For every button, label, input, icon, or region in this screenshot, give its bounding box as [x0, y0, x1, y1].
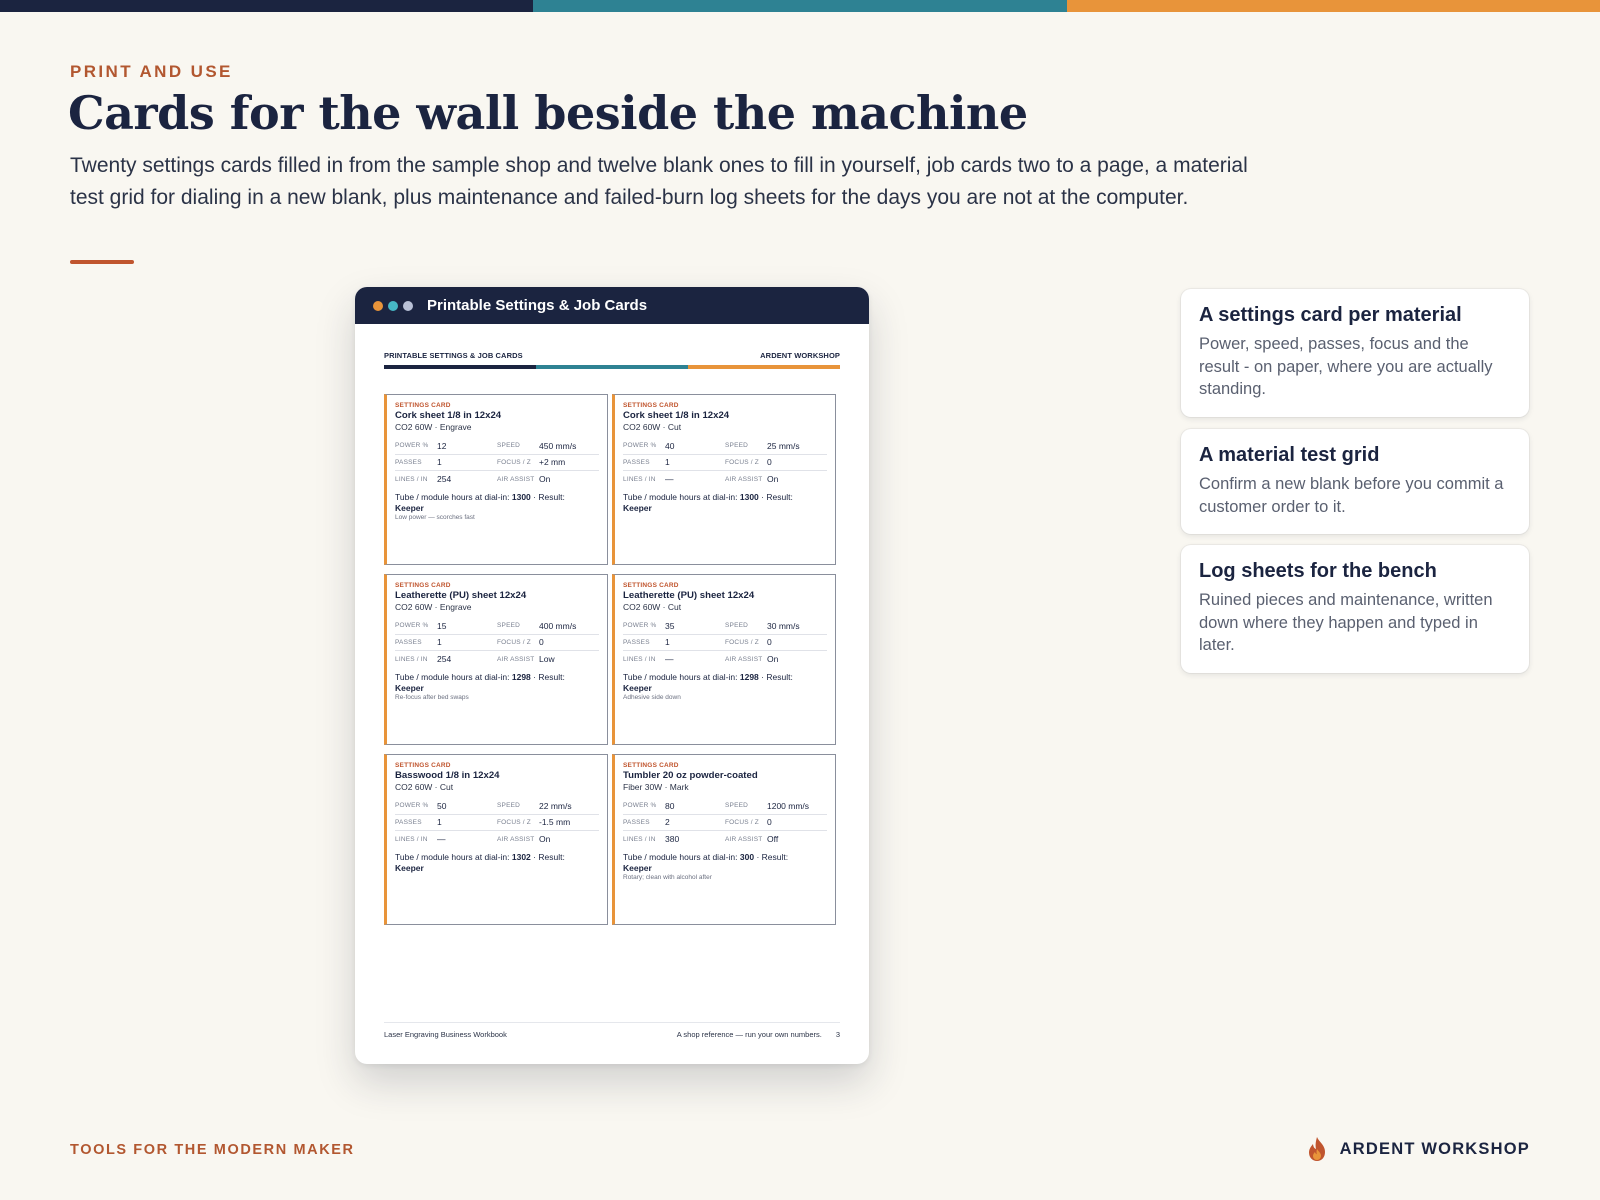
settings-cards-grid [384, 394, 840, 925]
hours-value: 1300 [739, 491, 759, 502]
speed-label: SPEED [497, 622, 521, 630]
card-kicker: SETTINGS CARD [395, 582, 451, 589]
card-subtitle: CO2 60W · Engrave [395, 422, 472, 432]
passes-label: PASSES [623, 458, 650, 466]
power-value: 40 [665, 440, 675, 451]
passes-label: PASSES [623, 818, 650, 826]
window-title: Printable Settings & Job Cards [427, 297, 648, 314]
power-label: POWER % [395, 622, 429, 630]
card-kicker: SETTINGS CARD [395, 762, 451, 769]
document-page [384, 351, 840, 881]
card-row [395, 815, 599, 832]
hours-value: 300 [739, 851, 755, 862]
focus-value: -1.5 mm [539, 817, 571, 828]
stripe-navy [0, 0, 533, 12]
window-dot-gray [403, 301, 413, 311]
focus-label: FOCUS / Z [725, 458, 759, 466]
lines-value: 254 [437, 474, 452, 485]
top-color-stripe [0, 0, 1600, 12]
card-settings-grid [395, 618, 599, 668]
footer-brand [1306, 1136, 1530, 1162]
document-footer [384, 1022, 840, 1039]
settings-card [612, 574, 836, 745]
card-row [623, 831, 827, 848]
card-dial-in [395, 672, 599, 694]
speed-value: 25 mm/s [767, 440, 800, 451]
air-assist-value: Low [539, 654, 555, 665]
hours-value: 1298 [739, 671, 759, 682]
lines-label: LINES / IN [395, 475, 428, 483]
window-dot-orange [373, 301, 383, 311]
air-assist-value: On [767, 654, 779, 665]
card-subtitle: CO2 60W · Cut [623, 602, 682, 612]
speed-label: SPEED [725, 622, 749, 630]
document-page-number: 3 [835, 1030, 840, 1039]
hours-value: 1302 [511, 851, 531, 862]
passes-label: PASSES [395, 638, 422, 646]
settings-card [384, 394, 608, 565]
card-dial-in [623, 852, 827, 874]
lines-value: 380 [665, 834, 680, 845]
result-label: · Result: [761, 671, 793, 682]
feature-title: Log sheets for the bench [1199, 560, 1437, 582]
lines-label: LINES / IN [395, 835, 428, 843]
lines-value: 254 [437, 654, 452, 665]
card-row [395, 831, 599, 848]
result-value: Keeper [623, 682, 652, 693]
card-row [623, 455, 827, 472]
card-dial-in [395, 852, 599, 874]
card-kicker: SETTINGS CARD [623, 582, 679, 589]
air-assist-value: On [767, 474, 779, 485]
card-row [395, 651, 599, 668]
card-title: Cork sheet 1/8 in 12x24 [623, 410, 730, 421]
card-settings-grid [623, 438, 827, 488]
hours-label: Tube / module hours at dial-in: [623, 851, 738, 862]
card-row [623, 438, 827, 455]
lines-label: LINES / IN [623, 655, 656, 663]
hours-label: Tube / module hours at dial-in: [395, 491, 510, 502]
lines-label: LINES / IN [623, 835, 656, 843]
result-value: Keeper [623, 502, 652, 513]
card-row [395, 798, 599, 815]
card-row [623, 798, 827, 815]
focus-value: 0 [767, 457, 772, 468]
result-label: · Result: [756, 851, 789, 862]
power-value: 15 [437, 620, 447, 631]
speed-value: 1200 mm/s [767, 800, 810, 811]
result-label: · Result: [533, 671, 565, 682]
card-subtitle: CO2 60W · Cut [395, 782, 454, 792]
settings-card [384, 754, 608, 925]
power-label: POWER % [623, 802, 657, 810]
lines-value: — [665, 654, 674, 665]
feature-title: A settings card per material [1199, 304, 1462, 326]
lines-label: LINES / IN [623, 475, 656, 483]
card-title: Basswood 1/8 in 12x24 [395, 770, 500, 781]
feature-card-settings [1181, 289, 1529, 417]
hours-value: 1298 [511, 671, 531, 682]
air-assist-label: AIR ASSIST [725, 655, 763, 663]
card-settings-grid [395, 438, 599, 488]
card-kicker: SETTINGS CARD [395, 402, 451, 409]
speed-value: 450 mm/s [539, 440, 577, 451]
air-assist-label: AIR ASSIST [497, 475, 535, 483]
focus-label: FOCUS / Z [497, 638, 531, 646]
stripe-teal [533, 0, 1066, 12]
feature-body: Ruined pieces and maintenance, written down where they happen and typed in later. [1199, 591, 1493, 654]
result-label: · Result: [761, 491, 793, 502]
feature-card-log-sheets [1181, 545, 1529, 673]
focus-value: 0 [539, 637, 544, 648]
feature-card-test-grid [1181, 429, 1529, 534]
speed-label: SPEED [725, 442, 749, 450]
card-note: Re-focus after bed swaps [395, 693, 469, 701]
card-row [623, 635, 827, 652]
result-label: · Result: [533, 491, 565, 502]
speed-label: SPEED [497, 442, 521, 450]
power-label: POWER % [395, 802, 429, 810]
power-value: 12 [437, 440, 447, 451]
result-value: Keeper [623, 862, 652, 873]
feature-body: Power, speed, passes, focus and the result - on paper, where you are actually standing. [1199, 335, 1493, 398]
focus-label: FOCUS / Z [497, 458, 531, 466]
card-subtitle: Fiber 30W · Mark [623, 782, 689, 792]
document-header-rule [384, 365, 840, 369]
card-row [395, 635, 599, 652]
card-row [395, 455, 599, 472]
card-row [395, 471, 599, 488]
stripe-orange [1067, 0, 1600, 12]
settings-card [612, 394, 836, 565]
air-assist-value: On [539, 474, 551, 485]
section-headline: Cards for the wall beside the machine [68, 86, 1028, 140]
power-label: POWER % [395, 442, 429, 450]
passes-value: 1 [437, 817, 442, 828]
air-assist-label: AIR ASSIST [725, 475, 763, 483]
card-note: Low power — scorches fast [395, 513, 475, 521]
card-row [623, 471, 827, 488]
lines-value: — [437, 834, 446, 845]
result-label: · Result: [533, 851, 565, 862]
hours-label: Tube / module hours at dial-in: [395, 851, 510, 862]
passes-value: 1 [437, 457, 442, 468]
passes-label: PASSES [395, 818, 422, 826]
hours-label: Tube / module hours at dial-in: [623, 491, 738, 502]
focus-value: 0 [767, 817, 772, 828]
card-row [395, 438, 599, 455]
window-titlebar [355, 287, 869, 324]
card-title: Leatherette (PU) sheet 12x24 [623, 590, 755, 601]
speed-value: 22 mm/s [539, 800, 572, 811]
focus-label: FOCUS / Z [725, 818, 759, 826]
focus-label: FOCUS / Z [497, 818, 531, 826]
passes-value: 1 [437, 637, 442, 648]
speed-label: SPEED [497, 802, 521, 810]
flame-icon [1306, 1136, 1328, 1162]
power-label: POWER % [623, 442, 657, 450]
focus-value: +2 mm [539, 457, 566, 468]
feature-body: Confirm a new blank before you commit a customer order to it. [1199, 475, 1504, 516]
result-value: Keeper [395, 502, 424, 513]
card-row [623, 651, 827, 668]
card-title: Tumbler 20 oz powder-coated [623, 770, 758, 781]
settings-card [384, 574, 608, 745]
feature-title: A material test grid [1199, 444, 1380, 466]
card-row [395, 618, 599, 635]
card-dial-in [395, 492, 599, 514]
passes-value: 2 [665, 817, 670, 828]
passes-label: PASSES [395, 458, 422, 466]
lines-label: LINES / IN [395, 655, 428, 663]
hours-label: Tube / module hours at dial-in: [395, 671, 510, 682]
air-assist-value: On [539, 834, 551, 845]
card-kicker: SETTINGS CARD [623, 402, 679, 409]
focus-value: 0 [767, 637, 772, 648]
hours-label: Tube / module hours at dial-in: [623, 671, 738, 682]
card-dial-in [623, 672, 827, 694]
card-dial-in [623, 492, 827, 514]
card-settings-grid [395, 798, 599, 848]
section-lede: Twenty settings cards filled in from the sample shop and twelve blank ones to fill in yourself, job cards two to a page, a material test grid for dialing in a new blank, plus maintenance and failed-burn log sheets for the days you are not at the computer. [70, 154, 1248, 209]
card-subtitle: CO2 60W · Engrave [395, 602, 472, 612]
card-settings-grid [623, 798, 827, 848]
footer-tagline: TOOLS FOR THE MODERN MAKER [70, 1142, 355, 1158]
document-preview-window [355, 287, 869, 1064]
passes-label: PASSES [623, 638, 650, 646]
card-note: Rotary; clean with alcohol after [623, 873, 712, 881]
result-value: Keeper [395, 862, 424, 873]
speed-value: 30 mm/s [767, 620, 800, 631]
lines-value: — [665, 474, 674, 485]
power-value: 35 [665, 620, 675, 631]
document-header [384, 351, 840, 360]
document-header-title: PRINTABLE SETTINGS & JOB CARDS [384, 351, 523, 360]
accent-rule [70, 260, 134, 264]
air-assist-label: AIR ASSIST [497, 655, 535, 663]
card-settings-grid [623, 618, 827, 668]
hours-value: 1300 [511, 491, 531, 502]
card-title: Cork sheet 1/8 in 12x24 [395, 410, 502, 421]
settings-card [612, 754, 836, 925]
result-value: Keeper [395, 682, 424, 693]
passes-value: 1 [665, 637, 670, 648]
document-footer-title: Laser Engraving Business Workbook [384, 1030, 507, 1039]
focus-label: FOCUS / Z [725, 638, 759, 646]
card-title: Leatherette (PU) sheet 12x24 [395, 590, 527, 601]
document-header-brand: ARDENT WORKSHOP [760, 351, 840, 360]
air-assist-label: AIR ASSIST [497, 835, 535, 843]
power-value: 50 [437, 800, 447, 811]
document-footer-note: A shop reference — run your own numbers. [676, 1030, 822, 1039]
power-label: POWER % [623, 622, 657, 630]
speed-label: SPEED [725, 802, 749, 810]
card-subtitle: CO2 60W · Cut [623, 422, 682, 432]
section-eyebrow: PRINT AND USE [70, 62, 233, 81]
air-assist-value: Off [767, 834, 779, 845]
passes-value: 1 [665, 457, 670, 468]
power-value: 80 [665, 800, 675, 811]
air-assist-label: AIR ASSIST [725, 835, 763, 843]
card-kicker: SETTINGS CARD [623, 762, 679, 769]
card-note: Adhesive side down [623, 693, 681, 701]
speed-value: 400 mm/s [539, 620, 577, 631]
card-row [623, 815, 827, 832]
card-row [623, 618, 827, 635]
brand-name: ARDENT WORKSHOP [1339, 1139, 1530, 1158]
window-dot-teal [388, 301, 398, 311]
